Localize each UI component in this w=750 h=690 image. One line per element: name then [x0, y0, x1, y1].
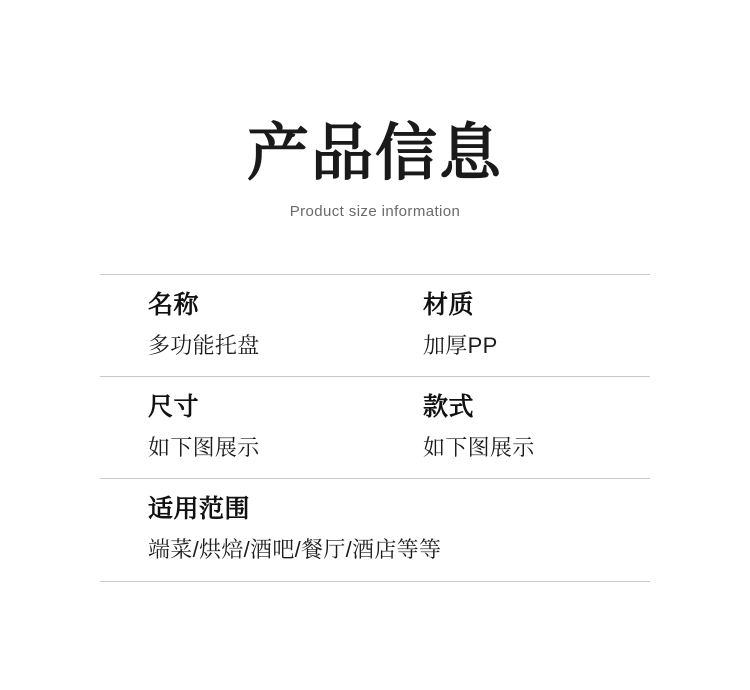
spec-cell-name [100, 289, 375, 360]
page-title: 产品信息 [246, 119, 503, 188]
table-row [100, 274, 650, 377]
page-subtitle: Product size information [289, 203, 461, 221]
spec-cell-style [375, 391, 650, 462]
spec-label: 材质 [423, 291, 475, 320]
spec-value: 端菜/烘焙/酒吧/餐厅/酒店等等 [148, 536, 442, 562]
spec-label: 名称 [148, 291, 200, 320]
spec-label: 适用范围 [148, 495, 251, 524]
spec-cell-size [100, 391, 375, 462]
page-header [0, 0, 750, 220]
spec-value: 如下图展示 [148, 434, 260, 460]
spec-label: 尺寸 [148, 393, 200, 422]
table-row [100, 479, 650, 581]
spec-value: 加厚PP [423, 332, 498, 358]
specification-table [100, 274, 650, 581]
spec-cell-material [375, 289, 650, 360]
spec-label: 款式 [423, 393, 475, 422]
spec-cell-scope [100, 493, 650, 564]
spec-value: 如下图展示 [423, 434, 535, 460]
spec-value: 多功能托盘 [148, 332, 260, 358]
table-row [100, 377, 650, 479]
